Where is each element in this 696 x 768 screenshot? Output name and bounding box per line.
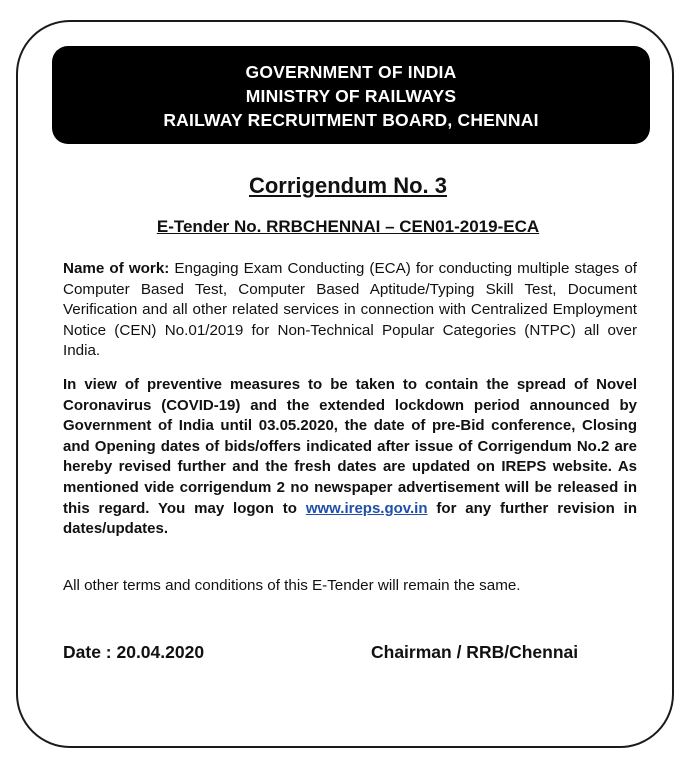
notice-text-before-link: In view of preventive measures to be taken to contain the spread of Novel Coronavirus (COVID-19) and the extended lockdown period announced by Government of India until 03.05.2020, the date of pre-Bid conference, Closing and Opening dates of bids/offers indicated after issue of Corrigendum No.2 are hereby revised further and the fresh dates are updated on IREPS website. As mentioned vide corrigendum 2 no newspaper advertisement will be released in this regard. You may logon to [63,376,637,517]
issue-date: Date : 20.04.2020 [63,642,205,662]
corrigendum-title: Corrigendum No. 3 [248,173,447,198]
notice-paragraph [63,375,637,540]
header-board: RAILWAY RECRUITMENT BOARD, CHENNAI [163,110,539,130]
name-of-work-label: Name of work: [63,260,170,277]
header-government: GOVERNMENT OF INDIA [245,62,457,82]
name-of-work-paragraph [63,259,637,362]
notice-text-after-link: for any further revision in dates/updates. [63,499,638,538]
header-banner [52,46,650,144]
tender-number: E-Tender No. RRBCHENNAI – CEN01-2019-ECA [156,217,540,236]
terms-paragraph: All other terms and conditions of this E-Tender will remain the same. [63,577,521,594]
header-ministry: MINISTRY OF RAILWAYS [245,86,457,106]
signatory: Chairman / RRB/Chennai [371,642,579,662]
ireps-link[interactable]: www.ireps.gov.in [305,499,428,517]
name-of-work-text: Engaging Exam Conducting (ECA) for conducting multiple stages of Computer Based Test, Computer Based Aptitude/Typing Skill Test, Document Verification and all other related services in connection with Centralized Employment Notice (CEN) No.01/2019 for Non-Technical Popular Categories (NTPC) all over India. [63,260,637,360]
